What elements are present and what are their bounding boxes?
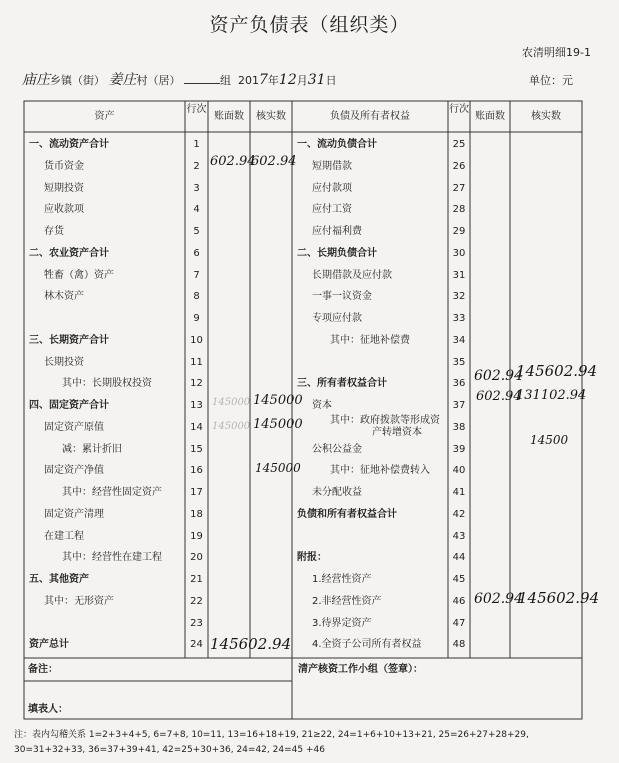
hw-r24-book: 145602.94: [210, 635, 292, 653]
group-label: 组: [220, 74, 231, 87]
left-row-number: 7: [193, 269, 200, 281]
town-label: 乡镇（街）: [50, 74, 105, 87]
right-row-number: 47: [452, 617, 466, 629]
right-row-label: 二、长期负债合计: [297, 247, 377, 259]
right-row-label: 其中：政府拨款等形成资: [330, 414, 440, 426]
right-row-label: 负债和所有者权益合计: [297, 508, 397, 520]
left-row-number: 13: [190, 400, 203, 411]
right-row-number: 45: [452, 574, 466, 585]
book-header-left: 账面数: [214, 111, 244, 122]
right-row-number: 26: [452, 160, 466, 172]
right-row-label: 未分配收益: [312, 487, 362, 498]
hw-r36-book: 602.94: [474, 368, 523, 384]
hw-r46-book: 602.94: [474, 591, 523, 607]
right-row-number: 48: [452, 639, 466, 651]
month-handwritten: 12: [278, 72, 297, 88]
day-handwritten: 31: [307, 72, 326, 88]
note-line-1: 注：表内勾稽关系 1=2+3+4+5, 6=7+8, 10=11, 13=16+18+19, 21≥22, 24=1+6+10+13+21, 25=26+27+28+29,: [14, 730, 529, 740]
day-label: 日: [325, 74, 337, 87]
left-row-label: 二、农业资产合计: [29, 247, 109, 259]
filler-label: 填表人：: [28, 704, 68, 715]
right-row-number: 34: [452, 334, 466, 346]
right-row-label: 一、流动负债合计: [297, 139, 377, 150]
hw-r16-verified: 145000: [255, 461, 301, 475]
left-row-label: 减：累计折旧: [62, 443, 122, 455]
left-row-label: 五、其他资产: [29, 574, 89, 585]
right-row-label: 1.经营性资产: [312, 574, 372, 585]
left-row-number: 2: [193, 160, 200, 172]
left-row-number: 17: [190, 487, 203, 498]
left-row-label: 货币资金: [44, 160, 84, 172]
row-no-header-right: 行次: [449, 104, 469, 115]
left-row-label: 固定资产净值: [44, 465, 104, 477]
left-row-number: 16: [190, 465, 203, 477]
hw-r36-verified: 145602.94: [516, 362, 598, 380]
right-row-label: 应付工资: [312, 204, 352, 216]
right-row-label: 专项应付款: [312, 313, 362, 324]
right-row-number: 36: [452, 378, 466, 390]
left-row-label: 四、固定资产合计: [29, 400, 109, 411]
right-row-number: 41: [452, 487, 466, 498]
hw-r46-verified: 145602.94: [518, 589, 600, 607]
assets-header: 资产: [94, 111, 115, 122]
right-row-number: 30: [452, 247, 466, 259]
form-code: 农清明细19-1: [522, 46, 591, 59]
right-row-number: 31: [452, 269, 466, 281]
unit-label: 单位：元: [529, 74, 573, 87]
right-row-label: 短期借款: [312, 160, 352, 172]
left-row-number: 1: [193, 139, 200, 150]
right-row-number: 35: [452, 356, 466, 368]
left-row-number: 3: [193, 182, 200, 194]
month-label: 月: [296, 74, 308, 87]
right-row-label: 4.全资子公司所有者权益: [312, 639, 422, 651]
left-row-label: 在建工程: [44, 530, 84, 542]
right-row-number: 32: [452, 291, 466, 303]
hw-r37-book: 602.94: [476, 389, 522, 404]
verified-header-right: 核实数: [531, 111, 561, 122]
village-handwritten: 姜庄: [108, 72, 137, 88]
verified-header-left: 核实数: [256, 111, 286, 122]
left-row-number: 14: [190, 421, 203, 433]
remarks-label: 备注：: [28, 664, 58, 675]
left-row-label: 三、长期资产合计: [29, 334, 109, 346]
right-row-label: 三、所有者权益合计: [297, 378, 387, 390]
left-row-label: 林木资产: [44, 291, 84, 303]
right-row-number: 39: [452, 443, 466, 455]
hw-r13-verified: 145000: [253, 393, 303, 408]
right-row-label: 公积公益金: [312, 443, 362, 455]
left-row-number: 15: [190, 443, 203, 455]
left-row-label: 应收款项: [44, 204, 84, 216]
right-row-number: 42: [452, 508, 466, 520]
left-row-number: 24: [190, 639, 203, 651]
left-row-label: 牲畜（禽）资产: [44, 269, 114, 281]
left-row-label: 固定资产原值: [44, 421, 104, 433]
right-row-label: 应付款项: [312, 182, 352, 194]
hw-r39-verified: 14500: [530, 433, 569, 447]
left-row-number: 8: [193, 291, 200, 303]
hw-r37-verified: 131102.94: [516, 388, 587, 403]
book-header-right: 账面数: [475, 111, 505, 122]
right-row-label: 2.非经营性资产: [312, 595, 382, 607]
right-row-label-cont: 产转增资本: [372, 426, 422, 438]
left-row-label: 其中：经营性在建工程: [62, 552, 162, 564]
right-row-label: 一事一议资金: [312, 291, 372, 303]
right-row-label: 附报：: [297, 552, 327, 564]
right-row-number: 44: [452, 552, 466, 564]
row-no-header-left: 行次: [186, 104, 207, 115]
left-row-label: 长期投资: [44, 356, 84, 368]
left-row-label: 短期投资: [44, 182, 84, 194]
year-handwritten: 7: [259, 72, 268, 88]
right-row-number: 27: [452, 182, 466, 194]
right-row-label: 3.待界定资产: [312, 617, 372, 629]
left-row-number: 9: [193, 313, 200, 324]
left-row-label: 其中：无形资产: [44, 595, 114, 607]
left-row-label: 一、流动资产合计: [29, 139, 109, 150]
left-row-label: 存货: [44, 226, 64, 237]
hw-r14-verified: 145000: [253, 417, 303, 432]
left-row-number: 22: [190, 595, 203, 607]
left-row-number: 11: [190, 356, 203, 368]
left-row-number: 10: [190, 334, 203, 346]
left-row-number: 18: [190, 508, 203, 520]
right-row-number: 43: [452, 530, 466, 542]
left-row-number: 19: [190, 530, 203, 542]
left-row-number: 21: [190, 574, 203, 585]
right-row-number: 37: [452, 400, 466, 411]
village-label: 村（居）: [136, 74, 181, 87]
left-row-number: 12: [190, 378, 203, 390]
liabilities-header: 负债及所有者权益: [330, 111, 410, 122]
left-row-label: 其中：经营性固定资产: [62, 487, 162, 498]
hw-r13-book: 145000: [212, 397, 251, 408]
left-row-number: 23: [190, 617, 203, 629]
left-row-number: 4: [193, 204, 200, 216]
right-row-label: 长期借款及应付款: [312, 269, 392, 281]
right-row-number: 33: [452, 313, 466, 324]
team-sign-label: 清产核资工作小组（签章）：: [298, 664, 423, 675]
right-row-label: 应付福利费: [312, 226, 362, 237]
hw-r2-verified: 602.94: [251, 154, 297, 169]
right-row-number: 29: [452, 226, 466, 237]
right-row-number: 38: [452, 421, 466, 433]
note-line-2: 30=31+32+33, 36=37+39+41, 42=25+30+36, 24=42, 24=45 +46: [14, 745, 325, 755]
left-row-number: 20: [190, 552, 203, 564]
right-row-label: 资本: [312, 400, 332, 411]
right-row-number: 25: [452, 139, 466, 150]
hw-r14-book: 145000: [212, 421, 251, 432]
right-row-number: 46: [452, 595, 466, 607]
hw-r2-book: 602.94: [210, 154, 256, 169]
right-row-label: 其中：征地补偿费转入: [330, 465, 430, 477]
town-handwritten: 庙庄: [22, 72, 50, 88]
left-row-number: 5: [193, 226, 200, 237]
left-row-number: 6: [193, 247, 200, 259]
date-prefix: 201: [238, 74, 259, 87]
page-title: 资产负债表（组织类）: [209, 14, 410, 36]
right-row-number: 40: [452, 465, 466, 477]
right-row-number: 28: [452, 204, 466, 216]
left-row-label: 其中：长期股权投资: [62, 378, 152, 390]
left-row-label: 资产总计: [29, 639, 69, 651]
right-row-label: 其中：征地补偿费: [330, 334, 410, 346]
year-label: 年: [267, 74, 279, 87]
left-row-label: 固定资产清理: [44, 508, 104, 520]
